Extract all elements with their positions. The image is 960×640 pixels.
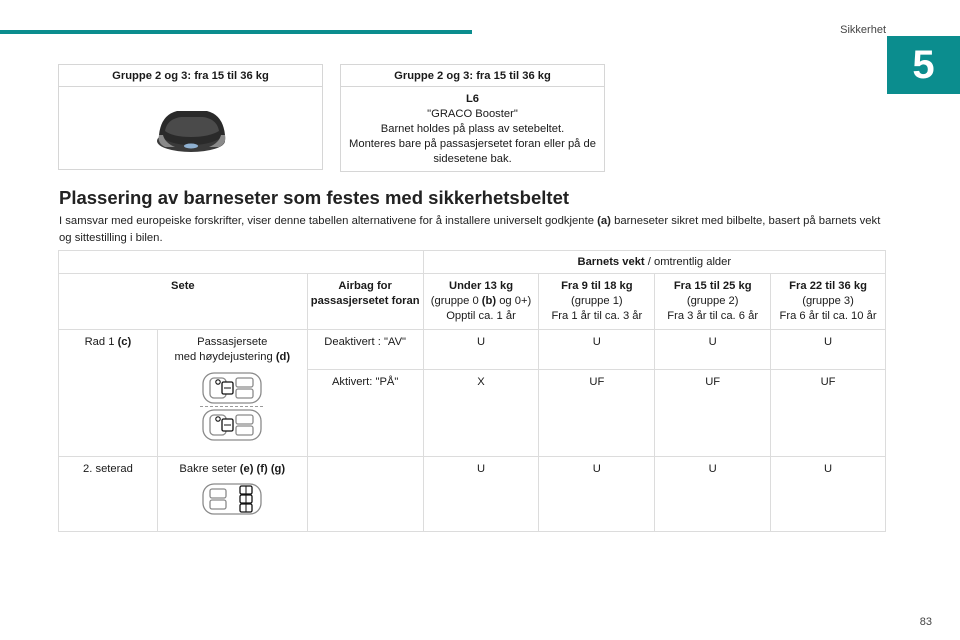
row2-cell-0: U: [423, 457, 539, 532]
row1-on-cell-1: UF: [539, 370, 655, 457]
box-left-title: Gruppe 2 og 3: fra 15 til 36 kg: [59, 65, 323, 87]
group-header-1: Fra 9 til 18 kg (gruppe 1) Fra 1 år til ca. 3 år: [539, 274, 655, 330]
row2-cell-2: U: [655, 457, 771, 532]
row1-off-cell-1: U: [539, 330, 655, 370]
booster-name: "GRACO Booster": [427, 108, 518, 120]
row1-label: Rad 1 (c): [59, 330, 158, 457]
page-number: 83: [919, 616, 932, 628]
table-row: [59, 457, 886, 532]
section-title: Sikkerhet: [840, 24, 886, 36]
chapter-number: 5: [887, 36, 960, 94]
col-airbag-header: Airbag for passasjersetet foran: [307, 274, 423, 330]
row2-airbag-empty: [307, 457, 423, 532]
row1-on-cell-3: UF: [771, 370, 886, 457]
booster-seat-icon: [153, 101, 229, 155]
row2-seat: Bakre seter (e) (f) (g): [157, 457, 307, 532]
row1-on-cell-0: X: [423, 370, 539, 457]
row2-cell-3: U: [771, 457, 886, 532]
row2-label: 2. seterad: [59, 457, 158, 532]
header-accent-bar: [0, 30, 472, 34]
row1-off-cell-2: U: [655, 330, 771, 370]
row1-on-cell-2: UF: [655, 370, 771, 457]
row1-airbag-off: Deaktivert : "AV": [307, 330, 423, 370]
group-header-0: Under 13 kg (gruppe 0 (b) og 0+) Opptil ca. 1 år: [423, 274, 539, 330]
table-row: [59, 330, 886, 370]
front-passenger-seat-diagram-icon: [200, 369, 264, 443]
row1-seat: Passasjersete med høydejustering (d): [157, 330, 307, 457]
booster-image-box: [58, 64, 323, 170]
booster-description-box: [340, 64, 605, 172]
rear-seats-diagram-icon: [200, 481, 264, 517]
child-seat-table: [58, 250, 886, 532]
row1-airbag-on: Aktivert: "PÅ": [307, 370, 423, 457]
row2-cell-1: U: [539, 457, 655, 532]
row1-off-cell-3: U: [771, 330, 886, 370]
intro-paragraph: I samsvar med europeiske forskrifter, viser denne tabellen alternativene for å installere universelt godkjente (a) barneseter sikret med bilbelte, basert på barnets vekt og sittestilling i bilen.: [59, 215, 881, 244]
footnote-ref-a: (a): [597, 215, 611, 227]
table-corner: [59, 251, 424, 274]
weight-header: Barnets vekt / omtrentlig alder: [423, 251, 885, 274]
row1-off-cell-0: U: [423, 330, 539, 370]
booster-model: L6: [465, 93, 480, 105]
booster-note-2: Monteres bare på passasjersetet foran eller på de sidesetene bak.: [349, 138, 596, 165]
box-right-title: Gruppe 2 og 3: fra 15 til 36 kg: [341, 65, 605, 87]
booster-note-1: Barnet holdes på plass av setebeltet.: [380, 123, 565, 135]
section-heading: Plassering av barneseter som festes med sikkerhetsbeltet: [59, 187, 570, 208]
group-header-2: Fra 15 til 25 kg (gruppe 2) Fra 3 år til ca. 6 år: [655, 274, 771, 330]
col-seat-header: Sete: [59, 274, 308, 330]
group-header-3: Fra 22 til 36 kg (gruppe 3) Fra 6 år til ca. 10 år: [771, 274, 886, 330]
